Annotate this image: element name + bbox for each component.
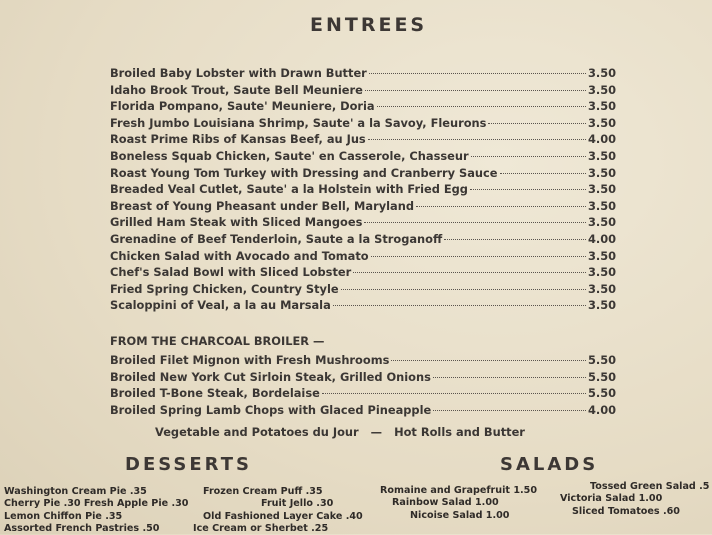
salad-item: Romaine and Grapefruit 1.50 (380, 485, 537, 496)
menu-item-row (110, 149, 616, 166)
menu-item-name: Chef's Salad Bowl with Sliced Lobster (110, 265, 352, 280)
leader-dots (369, 73, 586, 74)
dessert-item: Old Fashioned Layer Cake .40 (203, 510, 363, 522)
salads-column-2 (560, 481, 709, 518)
leader-dots (433, 377, 586, 378)
salads-heading: SALADS (500, 454, 599, 475)
leader-dots (416, 206, 586, 207)
desserts-heading: DESSERTS (125, 454, 252, 475)
leader-dots (322, 393, 586, 394)
sides-separator: — (370, 425, 383, 439)
menu-item-name: Roast Young Tom Turkey with Dressing and Cranberry Sauce (110, 165, 498, 180)
menu-item-name: Grilled Ham Steak with Sliced Mangoes (110, 215, 363, 230)
menu-item-price: 5.50 (588, 386, 617, 401)
menu-item-price: 5.50 (588, 353, 617, 367)
menu-item-row (110, 298, 616, 315)
menu-item-price: 3.50 (588, 198, 617, 213)
desserts-column-1 (4, 486, 188, 535)
dessert-item: Assorted French Pastries .50 (4, 522, 160, 534)
menu-item-row (110, 386, 616, 403)
menu-item-price: 4.00 (588, 402, 617, 417)
menu-item-name: Breast of Young Pheasant under Bell, Maryland (110, 198, 414, 213)
menu-item-price: 3.50 (588, 115, 617, 130)
broiler-heading: FROM THE CHARCOAL BROILER — (110, 334, 325, 348)
menu-item-price: 3.50 (588, 148, 617, 163)
dessert-item: Washington Cream Pie .35 (4, 486, 147, 497)
menu-item-name: Broiled Filet Mignon with Fresh Mushrooms (110, 353, 390, 367)
salad-item: Victoria Salad 1.00 (560, 493, 663, 505)
dessert-item: Fruit Jello .30 (261, 498, 334, 510)
leader-dots (488, 123, 586, 124)
menu-item-row (110, 282, 616, 299)
menu-item-row (110, 199, 616, 216)
leader-dots (333, 305, 586, 306)
menu-item-name: Scaloppini of Veal, a la au Marsala (110, 298, 331, 313)
menu-item-row (110, 249, 616, 266)
sides-right: Hot Rolls and Butter (394, 425, 525, 439)
leader-dots (341, 289, 586, 290)
menu-item-price: 3.50 (588, 215, 617, 230)
menu-item-price: 4.00 (588, 132, 617, 147)
menu-item-name: Idaho Brook Trout, Saute Bell Meuniere (110, 82, 363, 97)
menu-item-row (110, 66, 616, 83)
menu-item-row (110, 265, 616, 282)
leader-dots (371, 256, 586, 257)
leader-dots (353, 272, 586, 273)
menu-item-name: Boneless Squab Chicken, Saute' en Casserole, Chasseur (110, 148, 469, 163)
menu-item-name: Grenadine of Beef Tenderloin, Saute a la Stroganoff (110, 231, 443, 246)
menu-item-price: 3.50 (588, 281, 617, 296)
menu-item-price: 3.50 (588, 182, 617, 197)
entrees-list (110, 66, 616, 315)
leader-dots (500, 173, 587, 174)
menu-item-name: Fresh Jumbo Louisiana Shrimp, Saute' a la Savoy, Fleurons (110, 115, 487, 130)
menu-item-price: 3.50 (588, 99, 617, 114)
menu-item-name: Fried Spring Chicken, Country Style (110, 281, 339, 296)
leader-dots (364, 222, 586, 223)
menu-item-price: 3.50 (588, 66, 617, 80)
leader-dots (470, 189, 586, 190)
leader-dots (391, 360, 586, 361)
menu-item-row (110, 132, 616, 149)
menu-item-name: Breaded Veal Cutlet, Saute' a la Holstein with Fried Egg (110, 182, 468, 197)
menu-item-price: 4.00 (588, 231, 617, 246)
menu-item-row (110, 353, 616, 370)
menu-item-name: Broiled Spring Lamb Chops with Glaced Pineapple (110, 402, 432, 417)
salad-item: Tossed Green Salad .5 (590, 481, 710, 492)
menu-item-price: 3.50 (588, 298, 617, 313)
menu-item-price: 3.50 (588, 165, 617, 180)
menu-item-row (110, 83, 616, 100)
menu-item-name: Roast Prime Ribs of Kansas Beef, au Jus (110, 132, 366, 147)
dessert-item: Ice Cream or Sherbet .25 (193, 522, 329, 534)
menu-item-row (110, 370, 616, 387)
leader-dots (471, 156, 586, 157)
menu-item-row (110, 99, 616, 116)
menu-item-name: Broiled New York Cut Sirloin Steak, Grilled Onions (110, 369, 431, 384)
dessert-item: Frozen Cream Puff .35 (203, 486, 323, 497)
dessert-item: Cherry Pie .30 Fresh Apple Pie .30 (4, 498, 189, 510)
salad-item: Rainbow Salad 1.00 (392, 497, 499, 509)
menu-item-name: Florida Pompano, Saute' Meuniere, Doria (110, 99, 375, 114)
menu-item-row (110, 232, 616, 249)
sides-left: Vegetable and Potatoes du Jour (155, 425, 359, 439)
sides-note (155, 425, 525, 439)
dessert-item: Lemon Chiffon Pie .35 (4, 510, 123, 522)
menu-item-name: Chicken Salad with Avocado and Tomato (110, 248, 369, 263)
menu-item-name: Broiled T-Bone Steak, Bordelaise (110, 386, 320, 401)
salad-item: Sliced Tomatoes .60 (572, 505, 680, 517)
menu-item-name: Broiled Baby Lobster with Drawn Butter (110, 66, 367, 80)
broiler-list (110, 353, 616, 419)
menu-item-price: 3.50 (588, 265, 617, 280)
menu-item-row (110, 116, 616, 133)
desserts-column-2 (193, 486, 363, 535)
menu-item-row (110, 166, 616, 183)
entrees-heading: ENTREES (310, 14, 428, 36)
menu-item-price: 5.50 (588, 369, 617, 384)
menu-item-row (110, 403, 616, 420)
leader-dots (365, 90, 586, 91)
leader-dots (368, 139, 586, 140)
menu-item-row (110, 182, 616, 199)
leader-dots (433, 410, 586, 411)
menu-item-price: 3.50 (588, 248, 617, 263)
leader-dots (377, 106, 586, 107)
menu-item-price: 3.50 (588, 82, 617, 97)
menu-item-row (110, 215, 616, 232)
salads-column-1 (380, 485, 537, 522)
leader-dots (444, 239, 586, 240)
salad-item: Nicoise Salad 1.00 (410, 509, 510, 521)
